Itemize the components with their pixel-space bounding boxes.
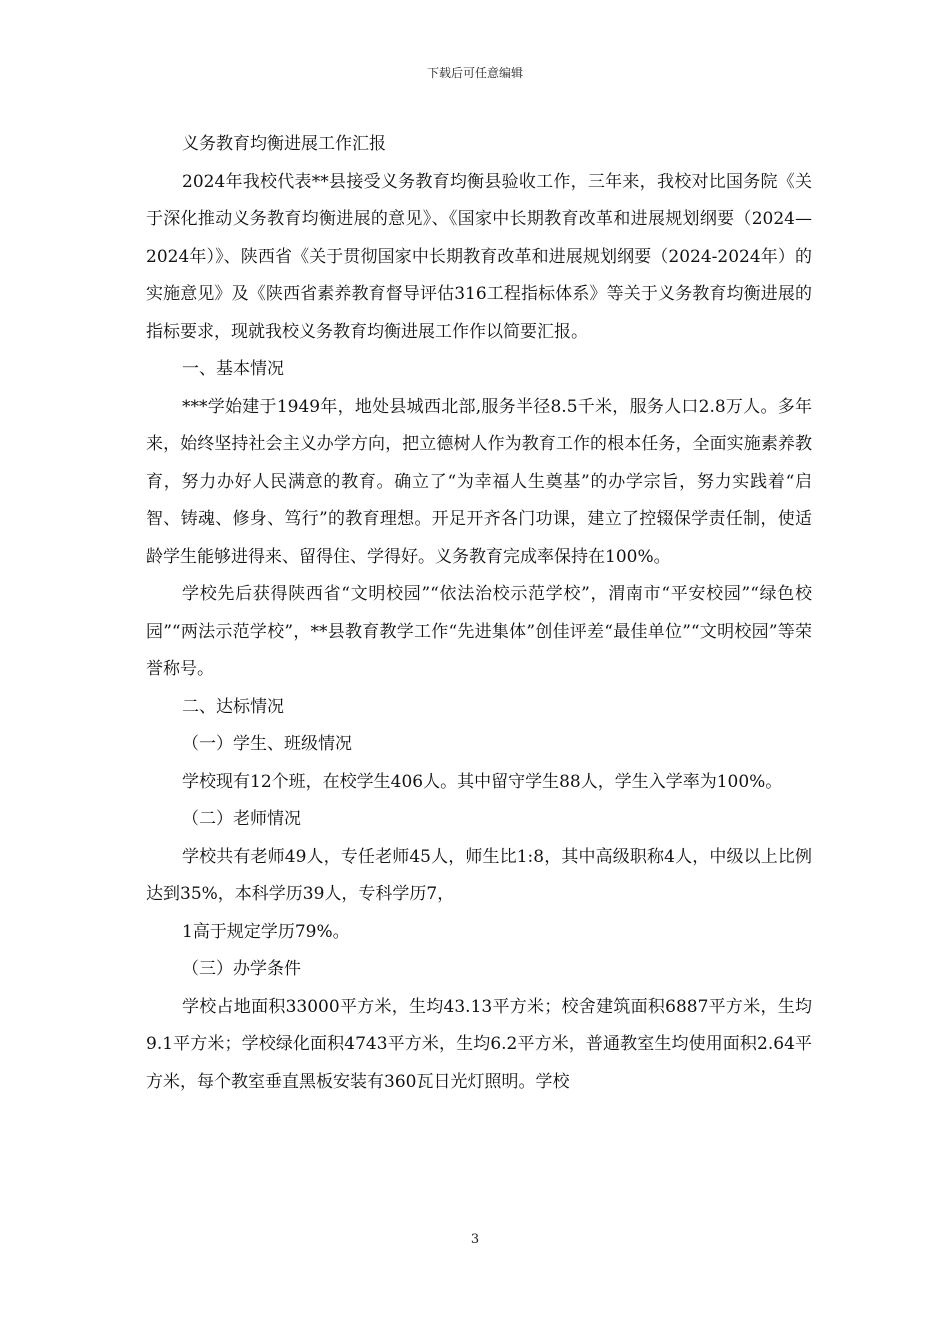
paragraph-teachers: 学校共有老师49人，专任老师45人，师生比1:8，其中高级职称4人，中级以上比例达到35%，本科学历39人，专科学历7， [146, 846, 812, 904]
paragraph-students: 学校现有12个班，在校学生406人。其中留守学生88人，学生入学率为100%。 [182, 771, 783, 792]
paragraph-teachers-cont: 1高于规定学历79%。 [182, 921, 350, 942]
paragraph-basic-info: ***学始建于1949年，地处县城西北部,服务半径8.5千米，服务人口2.8万人。多年来，始终坚持社会主义办学方向，把立德树人作为教育工作的根本任务，全面实施素养教育，努力办好人民满意的教育。确立了“为幸福人生奠基”的办学宗旨，努力实践着“启智、铸魂、修身、笃行”的教育理想。开足开齐各门功课，建立了控辍保学责任制，使适龄学生能够进得来、留得住、学得好。义务教育完成率保持在100%。 [146, 396, 812, 567]
page-header: 下载后可任意编辑 [426, 66, 523, 80]
section-heading-basic: 一、基本情况 [182, 359, 284, 379]
subheading-teachers: （二）老师情况 [182, 809, 301, 829]
page-number: 3 [470, 1232, 480, 1247]
section-heading-standards: 二、达标情况 [182, 696, 284, 717]
document-title: 义务教育均衡进展工作汇报 [182, 134, 386, 154]
paragraph-intro: 2024年我校代表**县接受义务教育均衡县验收工作，三年来，我校对比国务院《关于深化推动义务教育均衡进展的意见》、《国家中长期教育改革和进展规划纲要（2024—2024年）》、陕西省《关于贯彻国家中长期教育改革和进展规划纲要（2024-2024年）的实施意见》及《陕西省素养教育督导评估316工程指标体系》等关于义务教育均衡进展的指标要求，现就我校义务教育均衡进展工作作以简要汇报。 [146, 171, 812, 342]
paragraph-honors: 学校先后获得陕西省“文明校园”“依法治校示范学校”，渭南市“平安校园”“绿色校园”“两法示范学校”，**县教育教学工作“先进集体”创佳评差“最佳单位”“文明校园”等荣誉称号。 [146, 584, 812, 679]
subheading-conditions: （三）办学条件 [182, 959, 301, 979]
document-body [146, 126, 812, 1101]
paragraph-conditions: 学校占地面积33000平方米，生均43.13平方米；校舍建筑面积6887平方米，生均9.1平方米；学校绿化面积4743平方米，生均6.2平方米，普通教室生均使用面积2.64平方米，每个教室垂直黑板安装有360瓦日光灯照明。学校 [146, 996, 812, 1092]
subheading-students: （一）学生、班级情况 [182, 734, 352, 754]
